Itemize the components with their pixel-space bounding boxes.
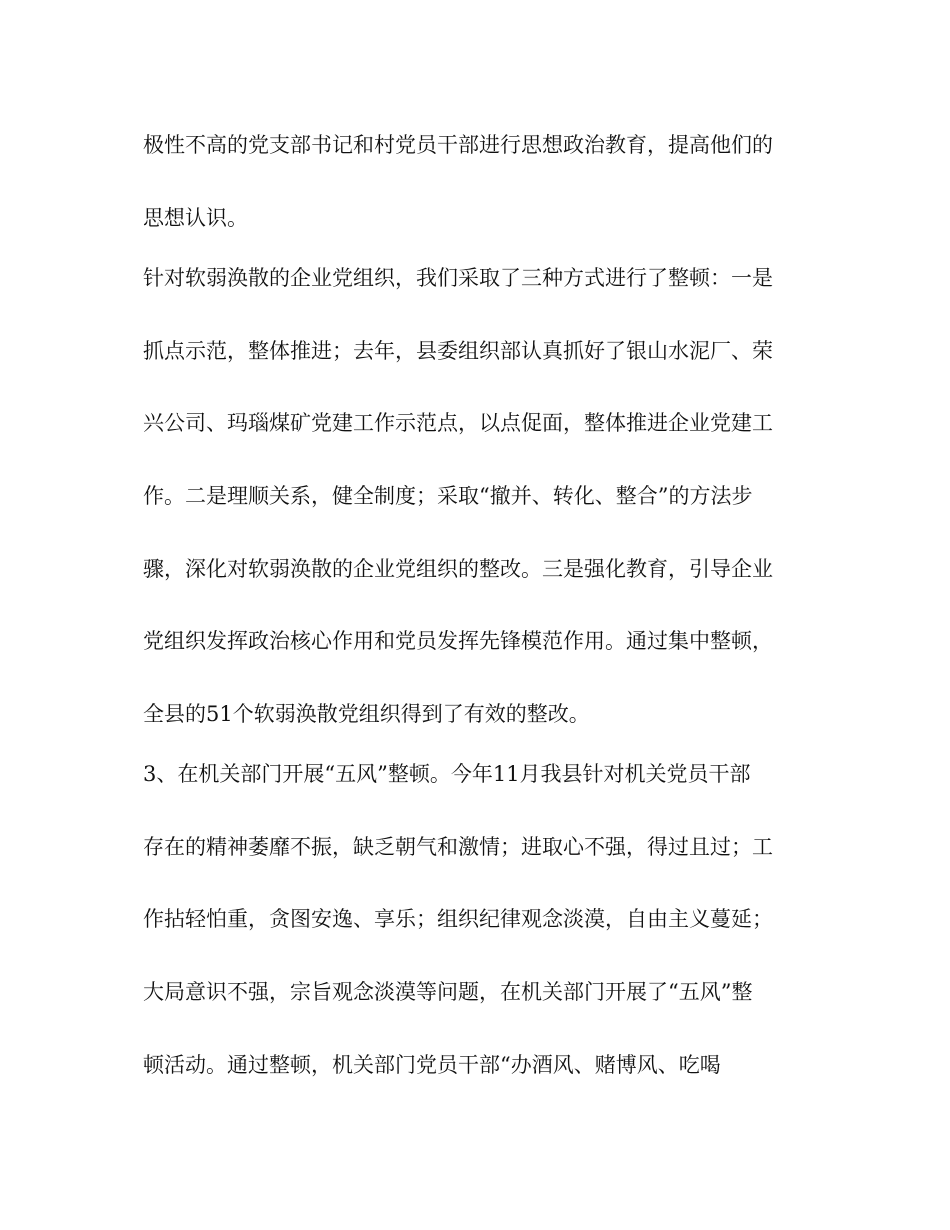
text-line: 抓点示范，整体推进；去年，县委组织部认真抓好了银山水泥厂、荣 xyxy=(143,339,773,363)
text-line: 顿活动。通过整顿，机关部门党员干部“办酒风、赌博风、吃喝 xyxy=(143,1053,721,1077)
text-line: 3、在机关部门开展“五风”整顿。今年11月我县针对机关党员干部 xyxy=(143,762,751,786)
text-line: 作拈轻怕重，贪图安逸、享乐；组织纪律观念淡漠，自由主义蔓延； xyxy=(143,907,773,931)
text-line: 极性不高的党支部书记和村党员干部进行思想政治教育，提高他们的 xyxy=(143,133,773,157)
text-line: 兴公司、玛瑙煤矿党建工作示范点，以点促面，整体推进企业党建工 xyxy=(143,411,773,435)
text-line: 思想认识。 xyxy=(143,206,248,230)
text-line: 作。二是理顺关系，健全制度；采取“撤并、转化、整合”的方法步 xyxy=(143,484,753,508)
text-line: 党组织发挥政治核心作用和党员发挥先锋模范作用。通过集中整顿， xyxy=(143,629,773,653)
text-line: 存在的精神萎靡不振，缺乏朝气和激情；进取心不强，得过且过；工 xyxy=(143,835,773,859)
text-line: 全县的51个软弱涣散党组织得到了有效的整改。 xyxy=(143,702,590,726)
text-line: 大局意识不强，宗旨观念淡漠等问题，在机关部门开展了“五风”整 xyxy=(143,980,753,1004)
text-line: 针对软弱涣散的企业党组织，我们采取了三种方式进行了整顿：一是 xyxy=(143,266,773,290)
text-line: 骤，深化对软弱涣散的企业党组织的整改。三是强化教育，引导企业 xyxy=(143,557,773,581)
